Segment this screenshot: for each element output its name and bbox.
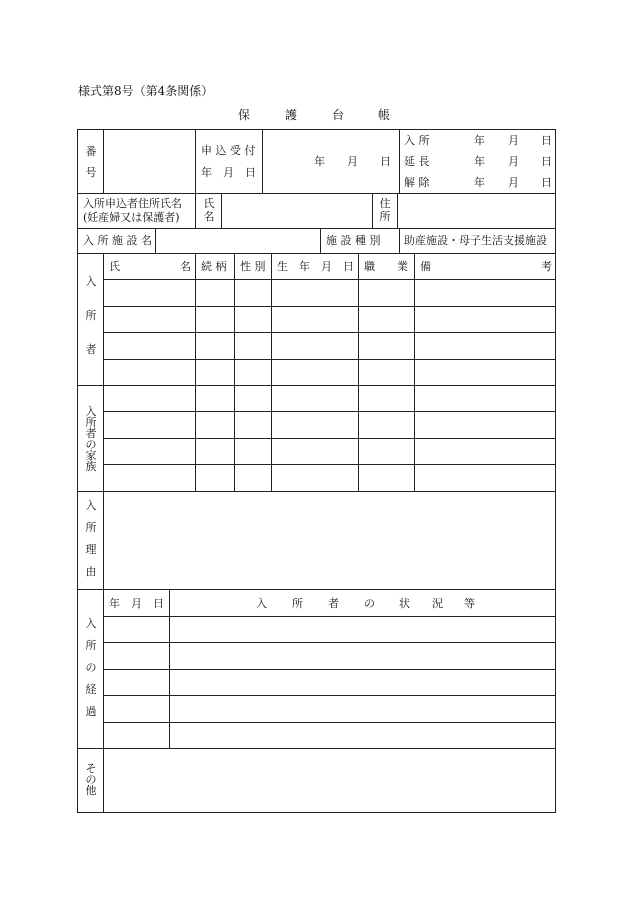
residents-section-label: 入 所 者 [85, 275, 97, 356]
col-notes-a: 備 [420, 260, 431, 273]
facility-type-label: 施 設 種 別 [326, 234, 381, 247]
uketsuke-label-ymd: 年 月 日 [201, 166, 256, 179]
facility-type-value: 助産施設・母子生活支援施設 [404, 234, 547, 247]
col-relation: 続 柄 [201, 260, 227, 273]
status-header-char: 状 [399, 597, 410, 610]
title-char: 台 [332, 108, 345, 122]
applicant-label: 入所申込者住所氏名 [83, 197, 182, 210]
title-char: 護 [285, 108, 298, 122]
status-label-encho: 延 長 [404, 155, 430, 168]
status-day: 日 [541, 134, 552, 147]
form-number: 様式第8号（第4条関係） [78, 84, 214, 98]
uketsuke-date: 年 月 日 [314, 155, 391, 168]
progress-section-label: 入 所 の 経 過 [85, 617, 97, 718]
name-label: 氏 名 [203, 197, 215, 223]
status-year: 年 [474, 134, 485, 147]
col-job-b: 業 [397, 260, 408, 273]
uketsuke-label: 申 込 受 付 [201, 144, 256, 157]
family-section-label: 入 所 者 の 家 族 [85, 405, 97, 473]
number-label: 番 号 [85, 145, 97, 179]
col-birth: 生 年 月 日 [277, 260, 354, 273]
status-header-char: 者 [328, 597, 339, 610]
applicant-sublabel: (妊産婦又は保護者) [83, 211, 180, 224]
status-month: 月 [508, 155, 519, 168]
title-char: 保 [238, 108, 251, 122]
other-section-label: そ の 他 [85, 762, 97, 797]
title-char: 帳 [378, 108, 391, 122]
status-header-char: 入 [256, 597, 267, 610]
facility-name-label: 入 所 施 設 名 [83, 234, 152, 247]
status-header-char: 況 [432, 597, 443, 610]
progress-date-header: 年 月 日 [109, 597, 164, 610]
address-label: 住 所 [379, 197, 391, 223]
status-year: 年 [474, 155, 485, 168]
status-label-kaijo: 解 除 [404, 176, 430, 189]
status-header-char: 所 [292, 597, 303, 610]
status-label-nyusho: 入 所 [404, 134, 430, 147]
col-sex: 性 別 [240, 260, 266, 273]
status-day: 日 [541, 176, 552, 189]
col-name-a: 氏 [109, 260, 120, 273]
reason-section-label: 入 所 理 由 [85, 499, 97, 578]
status-month: 月 [508, 176, 519, 189]
status-year: 年 [474, 176, 485, 189]
status-month: 月 [508, 134, 519, 147]
status-header-char: 等 [464, 597, 475, 610]
col-job-a: 職 [364, 260, 375, 273]
status-header-char: の [364, 597, 375, 610]
col-name-b: 名 [180, 260, 191, 273]
col-notes-b: 考 [541, 260, 552, 273]
status-day: 日 [541, 155, 552, 168]
